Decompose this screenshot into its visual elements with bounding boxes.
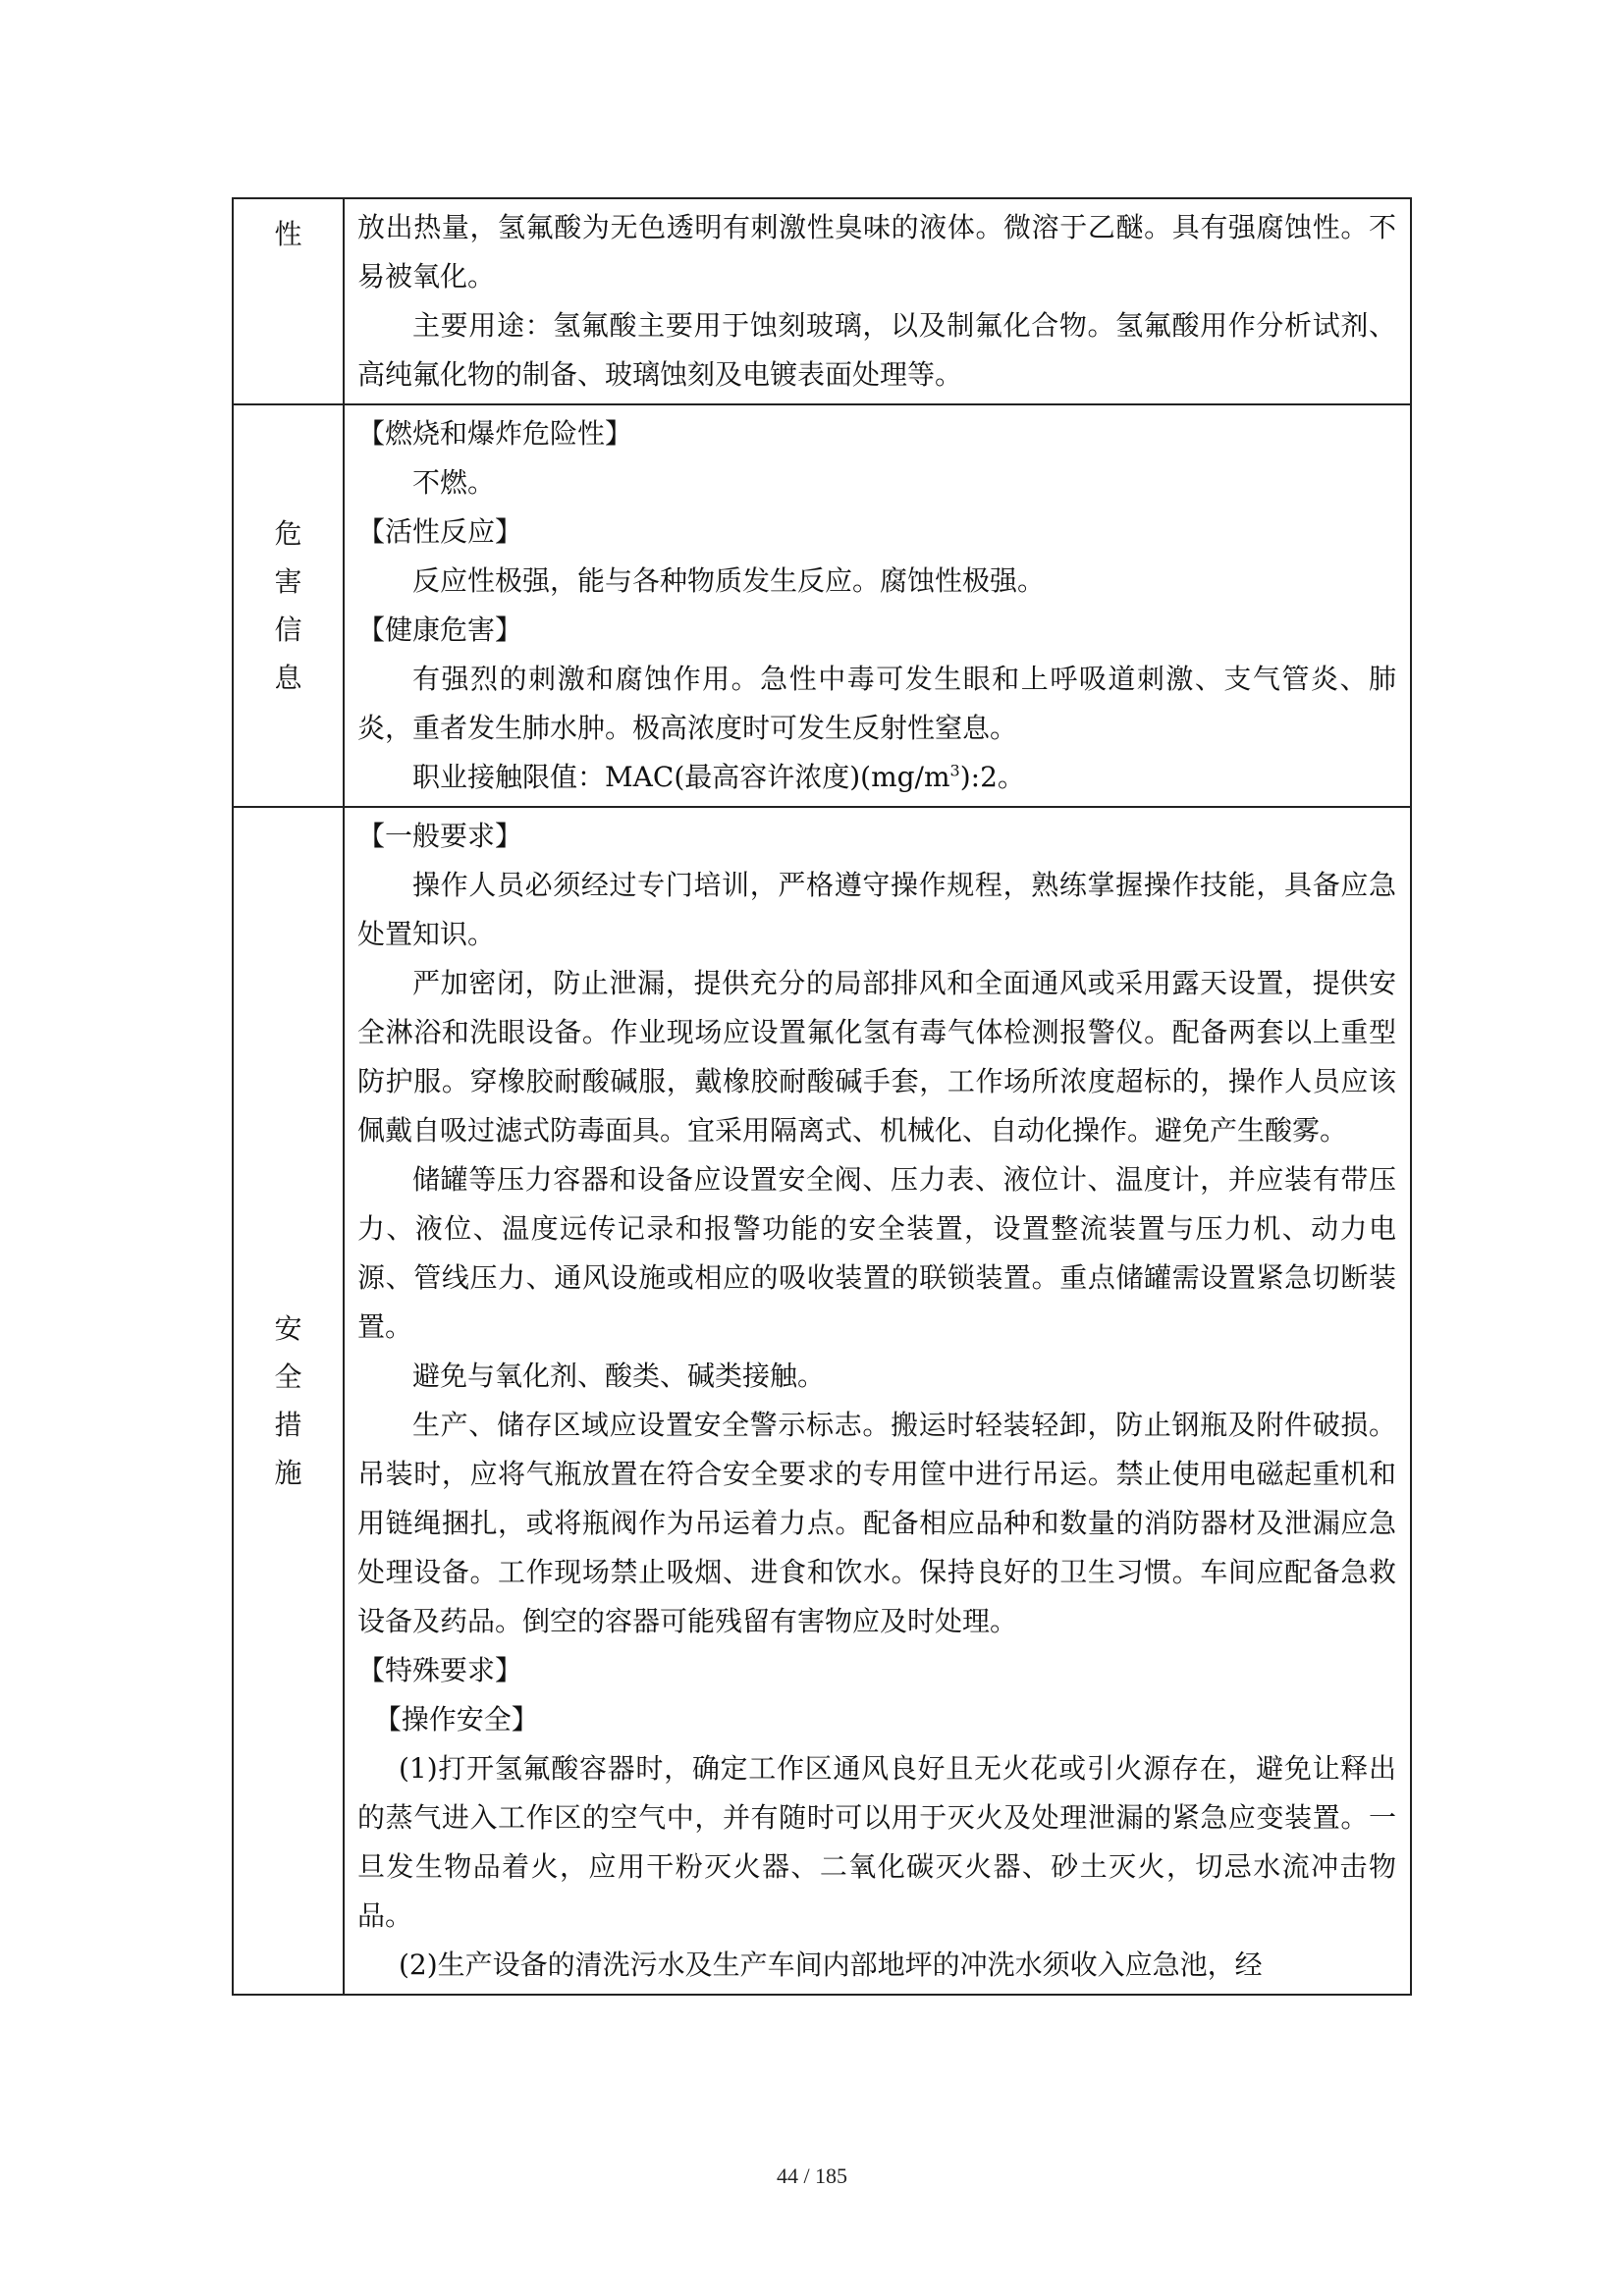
hazard-row	[233, 404, 1411, 807]
hazard-label-char: 息	[274, 662, 302, 694]
safety-row	[233, 807, 1411, 1995]
exposure-limit-prefix: 职业接触限值：MAC(最高容许浓度)(mg/m	[412, 761, 950, 793]
exposure-limit-suffix: ):2。	[959, 761, 1025, 793]
reactivity-heading: 【活性反应】	[357, 515, 523, 548]
hazard-label-char: 害	[274, 565, 302, 598]
safety-content-cell	[344, 807, 1411, 1995]
exposure-limit-text	[357, 753, 1396, 802]
operation-safety-paragraph: (2)生产设备的清洗污水及生产车间内部地坪的冲洗水须收入应急池，经	[399, 1949, 1263, 1981]
usage-paragraph: 主要用途：氢氟酸主要用于蚀刻玻璃，以及制氟化合物。氢氟酸用作分析试剂、高纯氟化物的制备、玻璃蚀刻及电镀表面处理等。	[357, 309, 1396, 391]
safety-label-cell	[233, 807, 344, 1995]
safety-label-char: 安	[274, 1312, 302, 1345]
safety-label-char: 施	[274, 1457, 302, 1489]
operation-safety-heading: 【操作安全】	[373, 1703, 539, 1735]
general-requirement-paragraph: 生产、储存区域应设置安全警示标志。搬运时轻装轻卸，防止钢瓶及附件破损。吊装时，应将气瓶放置在符合安全要求的专用筐中进行吊运。禁止使用电磁起重机和用链绳捆扎，或将瓶阀作为吊运着力点。配备相应品种和数量的消防器材及泄漏应急处理设备。工作现场禁止吸烟、进食和饮水。保持良好的卫生习惯。车间应配备急救设备及药品。倒空的容器可能残留有害物应及时处理。	[357, 1409, 1396, 1637]
health-hazard-text: 有强烈的刺激和腐蚀作用。急性中毒可发生眼和上呼吸道刺激、支气管炎、肺炎，重者发生肺水肿。极高浓度时可发生反射性窒息。	[357, 663, 1396, 744]
hazard-label-char: 危	[274, 517, 302, 550]
fire-hazard-heading: 【燃烧和爆炸危险性】	[357, 417, 633, 450]
health-hazard-heading: 【健康危害】	[357, 614, 523, 646]
properties-paragraph: 放出热量，氢氟酸为无色透明有刺激性臭味的液体。微溶于乙醚。具有强腐蚀性。不易被氧化。	[357, 211, 1396, 293]
special-requirements-heading: 【特殊要求】	[357, 1654, 523, 1686]
operation-safety-paragraph: (1)打开氢氟酸容器时，确定工作区通风良好且无火花或引火源存在，避免让释出的蒸气进入工作区的空气中，并有随时可以用于灭火及处理泄漏的紧急应变装置。一旦发生物品着火，应用干粉灭火器、二氧化碳灭火器、砂土灭火，切忌水流冲击物品。	[357, 1752, 1396, 1932]
general-requirements-heading: 【一般要求】	[357, 820, 523, 852]
general-requirement-paragraph: 避免与氧化剂、酸类、碱类接触。	[412, 1360, 826, 1392]
hazard-content-cell	[344, 404, 1411, 807]
properties-content-cell	[344, 198, 1411, 404]
chemical-safety-table	[232, 197, 1412, 1996]
general-requirement-paragraph: 严加密闭，防止泄漏，提供充分的局部排风和全面通风或采用露天设置，提供安全淋浴和洗眼设备。作业现场应设置氟化氢有毒气体检测报警仪。配备两套以上重型防护服。穿橡胶耐酸碱服，戴橡胶耐酸碱手套，工作场所浓度超标的，操作人员应该佩戴自吸过滤式防毒面具。宜采用隔离式、机械化、自动化操作。避免产生酸雾。	[357, 967, 1396, 1147]
fire-hazard-text: 不燃。	[412, 466, 496, 499]
general-requirement-paragraph: 储罐等压力容器和设备应设置安全阀、压力表、液位计、温度计，并应装有带压力、液位、温度远传记录和报警功能的安全装置，设置整流装置与压力机、动力电源、管线压力、通风设施或相应的吸收装置的联锁装置。重点储罐需设置紧急切断装置。	[357, 1163, 1396, 1343]
safety-label-char: 措	[274, 1409, 302, 1441]
properties-row	[233, 198, 1411, 404]
exposure-limit-superscript: 3	[949, 761, 960, 780]
hazard-label-char: 信	[274, 614, 302, 646]
general-requirement-paragraph: 操作人员必须经过专门培训，严格遵守操作规程，熟练掌握操作技能，具备应急处置知识。	[357, 869, 1396, 950]
safety-label-char: 全	[274, 1361, 302, 1393]
properties-label: 性	[274, 218, 302, 250]
reactivity-text: 反应性极强，能与各种物质发生反应。腐蚀性极强。	[412, 564, 1046, 597]
properties-label-cell	[233, 198, 344, 404]
hazard-label-cell	[233, 404, 344, 807]
page-number: 44 / 185	[776, 2163, 848, 2188]
